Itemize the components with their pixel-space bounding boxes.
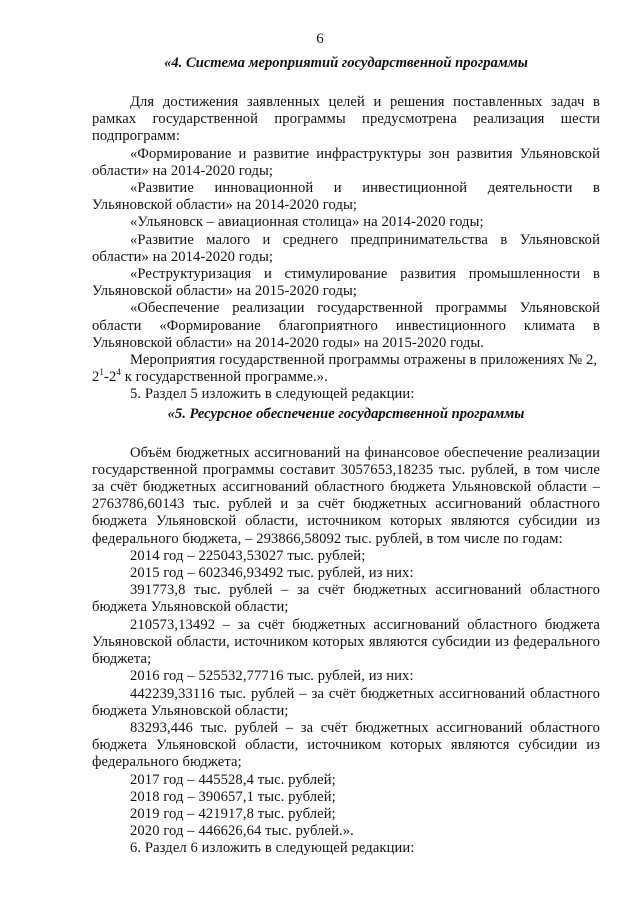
annex-reference-tail: к государственной программе.». [120,369,328,386]
year-2015-line: 2015 год – 602346,93492 тыс. рублей, из них: [130,565,414,582]
subprogram-item: «Обеспечение реализации государственной программы Ульяновской области «Формирование благоприятного инвестиционного климата в Ульяновской области» на 2014-2020 годы» на 2015-2020 годы. [92,300,600,351]
section-5-heading: «5. Ресурсное обеспечение государственной программы [167,405,525,422]
section-4-heading: «4. Система мероприятий государственной программы [164,55,528,71]
annex-reference [92,352,600,386]
year-2015-federal: 210573,13492 – за счёт бюджетных ассигнований областного бюджета Ульяновской области, источником которых являются субсидии из федерального бюджета; [92,616,600,668]
section-4-intro: Для достижения заявленных целей и решения поставленных задач в рамках государственной программы предусмотрена реализация шести подпрограмм: [92,94,600,145]
instruction-6: 6. Раздел 6 изложить в следующей редакции: [130,840,415,857]
annex-superscript: 1 [99,367,105,378]
year-2015-regional: 391773,8 тыс. рублей – за счёт бюджетных ассигнований областного бюджета Ульяновской области; [92,582,600,616]
annex-range-dash: -2 [104,369,117,386]
year-2018-line: 2018 год – 390657,1 тыс. рублей; [130,788,336,805]
page-number: 6 [316,31,324,47]
year-2016-line: 2016 год – 525532,77716 тыс. рублей, из них: [130,668,414,685]
year-2014-line: 2014 год – 225043,53027 тыс. рублей; [130,547,366,564]
instruction-5: 5. Раздел 5 изложить в следующей редакции: [130,386,415,403]
annex-reference-text: Мероприятия государственной программы отражены в приложениях № 2, [130,352,598,369]
page-body [92,50,600,858]
year-2017-line: 2017 год – 445528,4 тыс. рублей; [130,771,336,788]
annex-superscript: 4 [116,367,121,378]
section-5-intro: Объём бюджетных ассигнований на финансовое обеспечение реализации государственной программы составит 3057653,18235 тыс. рублей, в том числе за счёт бюджетных ассигнований областного бюджета Ульяновской области – 2763786,60143 тыс. рублей и за счёт бюджетных ассигнований областного бюджета Ульяновской области, источником которых являются субсидии из федерального бюджета, – 293866,58092 тыс. рублей, в том числе по годам: [92,444,600,547]
year-2016-regional: 442239,33116 тыс. рублей – за счёт бюджетных ассигнований областного бюджета Ульяновской области; [92,685,600,719]
subprogram-item: «Ульяновск – авиационная столица» на 2014-2020 годы; [130,214,484,231]
year-2019-line: 2019 год – 421917,8 тыс. рублей; [130,805,336,822]
year-2016-federal: 83293,446 тыс. рублей – за счёт бюджетных ассигнований областного бюджета Ульяновской области, источником которых являются субсидии из федерального бюджета; [92,719,600,771]
subprogram-item: «Развитие малого и среднего предпринимательства в Ульяновской области» на 2014-2020 годы; [92,231,600,265]
subprogram-item: «Реструктуризация и стимулирование развития промышленности в Ульяновской области» на 2015-2020 годы; [92,266,600,300]
annex-number: 2 [92,369,100,386]
subprogram-item: «Формирование и развитие инфраструктуры зон развития Ульяновской области» на 2014-2020 годы; [92,145,600,179]
subprogram-item: «Развитие инновационной и инвестиционной деятельности в Ульяновской области» на 2014-2020 годы; [92,180,600,214]
year-2020-line: 2020 год – 446626,64 тыс. рублей.». [130,823,354,840]
